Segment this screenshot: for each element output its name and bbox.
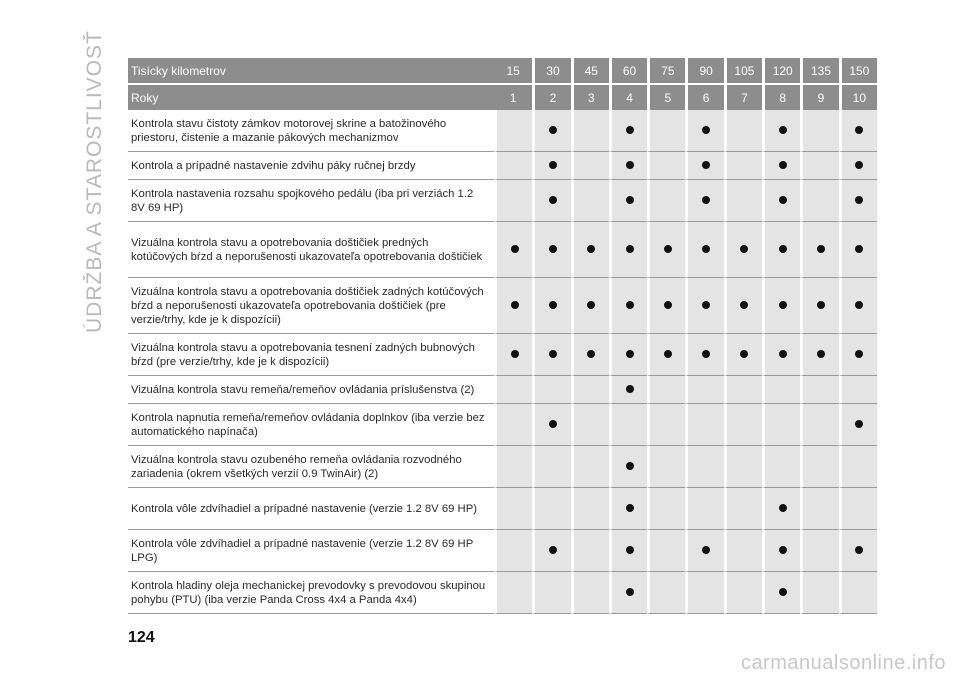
years-header-cell: 4 [609,85,647,110]
schedule-cell [762,446,800,488]
schedule-row [128,488,877,530]
schedule-cell [839,530,877,572]
schedule-cell [532,222,570,278]
check-dot-icon [779,161,787,169]
check-dot-icon [626,462,634,470]
years-header-cell: 7 [724,85,762,110]
years-header-cell: 2 [532,85,570,110]
schedule-cell [494,110,532,152]
schedule-cell [724,222,762,278]
schedule-cell [609,152,647,180]
schedule-cell [724,376,762,404]
schedule-item-text: Kontrola vôle zdvíhadiel a prípadné nastavenie (verzie 1.2 8V 69 HP LPG) [128,530,494,572]
schedule-cell [800,334,838,376]
schedule-cell [724,278,762,334]
schedule-cell [647,334,685,376]
check-dot-icon [549,245,557,253]
schedule-cell [494,376,532,404]
schedule-cell [532,404,570,446]
schedule-cell [762,572,800,614]
schedule-cell [494,446,532,488]
schedule-row [128,376,877,404]
check-dot-icon [626,126,634,134]
schedule-cell [839,180,877,222]
schedule-cell [494,180,532,222]
check-dot-icon [626,588,634,596]
check-dot-icon [626,245,634,253]
schedule-cell [800,180,838,222]
years-header-cell: 9 [800,85,838,110]
check-dot-icon [702,196,710,204]
schedule-cell [532,530,570,572]
schedule-cell [685,278,723,334]
schedule-cell [571,446,609,488]
schedule-cell [532,334,570,376]
check-dot-icon [664,245,672,253]
schedule-cell [571,404,609,446]
check-dot-icon [702,301,710,309]
schedule-cell [762,530,800,572]
schedule-cell [647,180,685,222]
schedule-cell [647,488,685,530]
schedule-cell [800,222,838,278]
schedule-cell [685,488,723,530]
schedule-cell [609,572,647,614]
schedule-cell [800,572,838,614]
schedule-cell [494,530,532,572]
schedule-cell [571,376,609,404]
schedule-cell [839,110,877,152]
check-dot-icon [587,350,595,358]
schedule-item-text: Vizuálna kontrola stavu ozubeného remeňa ovládania rozvodného zariadenia (okrem všetkých verzií 0.9 TwinAir) (2) [128,446,494,488]
check-dot-icon [549,546,557,554]
schedule-cell [762,222,800,278]
schedule-cell [839,376,877,404]
check-dot-icon [626,385,634,393]
schedule-item-text: Vizuálna kontrola stavu remeňa/remeňov ovládania príslušenstva (2) [128,376,494,404]
check-dot-icon [626,504,634,512]
check-dot-icon [855,546,863,554]
schedule-cell [800,446,838,488]
schedule-cell [532,488,570,530]
schedule-cell [647,110,685,152]
check-dot-icon [549,350,557,358]
schedule-cell [762,278,800,334]
schedule-cell [494,572,532,614]
check-dot-icon [855,350,863,358]
check-dot-icon [702,161,710,169]
maintenance-schedule-table [128,58,877,614]
check-dot-icon [626,301,634,309]
check-dot-icon [779,301,787,309]
schedule-item-text: Kontrola napnutia remeňa/remeňov ovládania doplnkov (iba verzie bez automatického napínača) [128,404,494,446]
schedule-cell [724,488,762,530]
schedule-cell [839,278,877,334]
schedule-cell [647,278,685,334]
schedule-cell [724,180,762,222]
km-header-cell: 15 [494,58,532,85]
years-header-row [128,85,877,110]
schedule-cell [647,376,685,404]
schedule-cell [571,110,609,152]
schedule-cell [762,404,800,446]
km-header-cell: 45 [571,58,609,85]
schedule-cell [800,404,838,446]
km-header-row [128,58,877,85]
check-dot-icon [817,350,825,358]
schedule-item-text: Kontrola hladiny oleja mechanickej prevodovky s prevodovou skupinou pohybu (PTU) (iba verzie Panda Cross 4x4 a Panda 4x4) [128,572,494,614]
schedule-cell [685,376,723,404]
schedule-cell [647,530,685,572]
check-dot-icon [855,301,863,309]
schedule-cell [685,334,723,376]
schedule-cell [532,110,570,152]
check-dot-icon [626,546,634,554]
schedule-cell [800,376,838,404]
schedule-item-text: Kontrola a prípadné nastavenie zdvihu páky ručnej brzdy [128,152,494,180]
schedule-cell [532,180,570,222]
check-dot-icon [702,245,710,253]
schedule-cell [685,446,723,488]
schedule-cell [609,110,647,152]
check-dot-icon [855,126,863,134]
years-header-cell: 8 [762,85,800,110]
check-dot-icon [511,350,519,358]
schedule-cell [609,376,647,404]
check-dot-icon [702,350,710,358]
check-dot-icon [702,126,710,134]
schedule-cell [494,404,532,446]
schedule-cell [685,152,723,180]
schedule-cell [839,404,877,446]
schedule-cell [532,572,570,614]
schedule-cell [800,110,838,152]
schedule-cell [571,488,609,530]
watermark: carmanualsonline.info [740,652,946,674]
check-dot-icon [549,126,557,134]
schedule-cell [839,572,877,614]
schedule-cell [609,488,647,530]
check-dot-icon [511,245,519,253]
schedule-cell [647,572,685,614]
check-dot-icon [549,301,557,309]
schedule-cell [839,446,877,488]
check-dot-icon [664,301,672,309]
schedule-cell [571,180,609,222]
schedule-row [128,278,877,334]
schedule-cell [609,222,647,278]
schedule-cell [800,278,838,334]
schedule-cell [571,572,609,614]
check-dot-icon [779,196,787,204]
check-dot-icon [855,196,863,204]
schedule-cell [762,334,800,376]
schedule-cell [571,152,609,180]
schedule-item-text: Kontrola stavu čistoty zámkov motorovej skrine a batožinového priestoru, čistenie a mazanie pákových mechanizmov [128,110,494,152]
schedule-cell [609,278,647,334]
section-title: ÚDRŽBA A STAROSTLIVOSŤ [83,30,106,334]
schedule-item-text: Vizuálna kontrola stavu a opotrebovania doštičiek predných kotúčových bŕzd a neporušenosti ukazovateľa opotrebovania doštičiek [128,222,494,278]
check-dot-icon [779,546,787,554]
schedule-row [128,572,877,614]
schedule-cell [494,334,532,376]
schedule-cell [762,110,800,152]
schedule-cell [839,222,877,278]
schedule-item-text: Kontrola vôle zdvíhadiel a prípadné nastavenie (verzie 1.2 8V 69 HP) [128,488,494,530]
schedule-cell [839,488,877,530]
page-number: 124 [128,629,155,646]
schedule-cell [609,530,647,572]
schedule-row [128,110,877,152]
check-dot-icon [549,161,557,169]
schedule-cell [724,572,762,614]
schedule-cell [647,222,685,278]
schedule-cell [724,446,762,488]
schedule-cell [839,334,877,376]
schedule-cell [724,152,762,180]
schedule-row [128,222,877,278]
schedule-cell [800,530,838,572]
km-header-cell: 30 [532,58,570,85]
km-header-cell: 120 [762,58,800,85]
check-dot-icon [855,420,863,428]
schedule-cell [494,152,532,180]
schedule-cell [724,334,762,376]
schedule-cell [762,152,800,180]
schedule-cell [532,446,570,488]
years-header-cell: 6 [685,85,723,110]
schedule-cell [571,222,609,278]
schedule-cell [647,446,685,488]
years-header-cell: 1 [494,85,532,110]
km-header-cell: 135 [800,58,838,85]
schedule-cell [762,488,800,530]
schedule-cell [685,404,723,446]
schedule-cell [494,488,532,530]
schedule-cell [724,404,762,446]
check-dot-icon [779,126,787,134]
km-header-cell: 105 [724,58,762,85]
schedule-cell [532,376,570,404]
schedule-row [128,152,877,180]
years-header-label: Roky [128,85,494,110]
schedule-cell [609,446,647,488]
km-header-cell: 150 [839,58,877,85]
schedule-cell [762,180,800,222]
check-dot-icon [779,588,787,596]
check-dot-icon [587,245,595,253]
check-dot-icon [779,504,787,512]
check-dot-icon [817,301,825,309]
check-dot-icon [740,245,748,253]
schedule-cell [685,572,723,614]
check-dot-icon [626,196,634,204]
schedule-cell [571,278,609,334]
schedule-cell [609,334,647,376]
check-dot-icon [587,301,595,309]
schedule-item-text: Vizuálna kontrola stavu a opotrebovania doštičiek zadných kotúčových bŕzd a neporušenosti ukazovateľa opotrebovania doštičiek (pre verzie/trhy, kde je k dispozícii) [128,278,494,334]
schedule-cell [724,530,762,572]
check-dot-icon [817,245,825,253]
check-dot-icon [549,420,557,428]
schedule-cell [532,152,570,180]
schedule-cell [685,180,723,222]
years-header-cell: 3 [571,85,609,110]
km-header-cell: 90 [685,58,723,85]
schedule-cell [800,152,838,180]
schedule-cell [494,222,532,278]
schedule-cell [647,152,685,180]
schedule-cell [762,376,800,404]
schedule-item-text: Kontrola nastavenia rozsahu spojkového pedálu (iba pri verziách 1.2 8V 69 HP) [128,180,494,222]
schedule-row [128,334,877,376]
schedule-cell [571,334,609,376]
check-dot-icon [664,350,672,358]
schedule-cell [494,278,532,334]
check-dot-icon [740,301,748,309]
schedule-cell [532,278,570,334]
check-dot-icon [855,161,863,169]
schedule-cell [839,152,877,180]
check-dot-icon [779,350,787,358]
check-dot-icon [511,301,519,309]
schedule-cell [724,110,762,152]
schedule-row [128,404,877,446]
years-header-cell: 10 [839,85,877,110]
schedule-item-text: Vizuálna kontrola stavu a opotrebovania tesnení zadných bubnových bŕzd (pre verzie/trhy, kde je k dispozícii) [128,334,494,376]
schedule-cell [609,404,647,446]
years-header-cell: 5 [647,85,685,110]
schedule-cell [685,222,723,278]
check-dot-icon [549,196,557,204]
schedule-cell [609,180,647,222]
schedule-cell [647,404,685,446]
check-dot-icon [702,546,710,554]
km-header-cell: 75 [647,58,685,85]
schedule-cell [800,488,838,530]
km-header-label: Tisícky kilometrov [128,58,494,85]
schedule-row [128,180,877,222]
check-dot-icon [626,161,634,169]
schedule-row [128,446,877,488]
check-dot-icon [855,245,863,253]
schedule-cell [571,530,609,572]
km-header-cell: 60 [609,58,647,85]
check-dot-icon [779,245,787,253]
schedule-cell [685,530,723,572]
check-dot-icon [626,350,634,358]
check-dot-icon [740,350,748,358]
schedule-cell [685,110,723,152]
schedule-row [128,530,877,572]
